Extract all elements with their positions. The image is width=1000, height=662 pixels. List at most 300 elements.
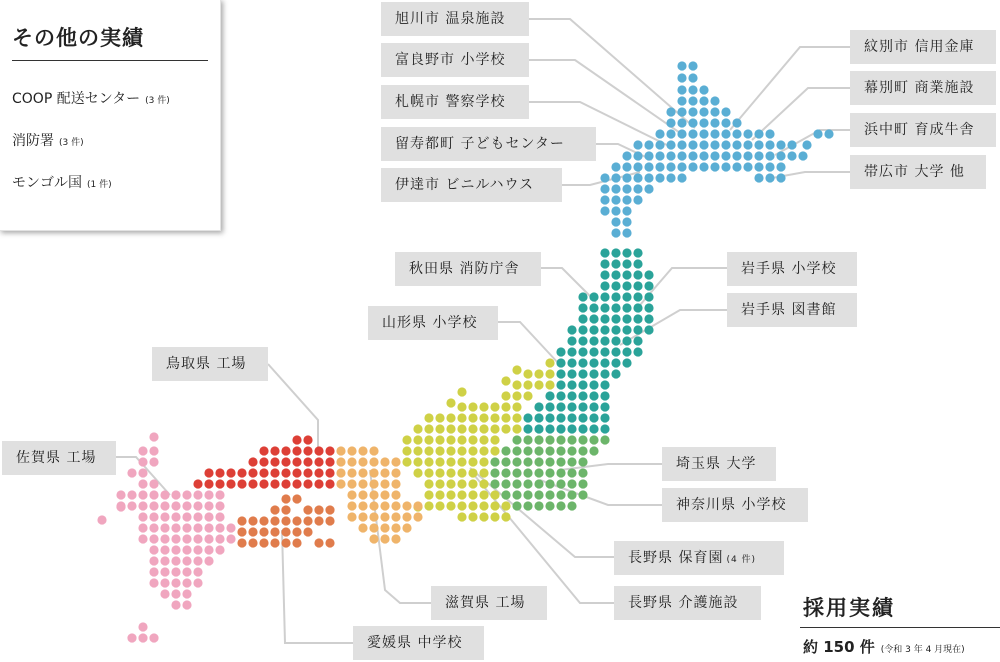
map-dot <box>347 490 356 499</box>
map-dot <box>534 446 543 455</box>
map-dot <box>424 457 433 466</box>
map-dot <box>270 505 279 514</box>
map-dot <box>699 107 708 116</box>
label-monbetsu: 紋別市 信用金庫 <box>850 30 996 64</box>
map-dot <box>622 358 631 367</box>
map-dot <box>600 206 609 215</box>
map-dot <box>545 391 554 400</box>
map-dot <box>380 512 389 521</box>
map-dot <box>622 292 631 301</box>
map-dot <box>149 556 158 565</box>
map-dot <box>479 402 488 411</box>
map-dot <box>204 479 213 488</box>
map-dot <box>611 347 620 356</box>
map-dot <box>556 347 565 356</box>
map-dot <box>193 556 202 565</box>
map-dot <box>303 479 312 488</box>
label-furano: 富良野市 小学校 <box>381 43 529 77</box>
map-dot <box>193 501 202 510</box>
map-dot <box>402 512 411 521</box>
map-dot <box>534 457 543 466</box>
map-dot <box>446 413 455 422</box>
map-dot <box>732 162 741 171</box>
map-dot <box>600 358 609 367</box>
map-dot <box>765 129 774 138</box>
map-dot <box>226 534 235 543</box>
map-dot <box>688 61 697 70</box>
map-dot <box>567 457 576 466</box>
map-dot <box>567 435 576 444</box>
map-dot <box>567 358 576 367</box>
label-saga: 佐賀県 工場 <box>2 441 116 475</box>
map-dot <box>369 468 378 477</box>
map-dot <box>567 468 576 477</box>
map-dot <box>545 468 554 477</box>
map-dot <box>567 446 576 455</box>
map-dot <box>281 446 290 455</box>
map-dot <box>138 534 147 543</box>
map-dot <box>358 468 367 477</box>
map-dot <box>633 270 642 279</box>
map-dot <box>138 457 147 466</box>
map-dot <box>523 490 532 499</box>
map-dot <box>534 413 543 422</box>
summary-divider <box>800 627 1000 628</box>
map-dot <box>600 325 609 334</box>
label-saitama: 埼玉県 大学 <box>662 447 776 481</box>
map-dot <box>314 538 323 547</box>
map-dot <box>644 151 653 160</box>
map-dot <box>457 446 466 455</box>
map-dot <box>556 380 565 389</box>
map-dot <box>677 118 686 127</box>
other-results-legend <box>0 0 221 231</box>
map-dot <box>578 292 587 301</box>
map-dot <box>578 435 587 444</box>
map-dot <box>578 446 587 455</box>
map-dot <box>171 534 180 543</box>
map-dot <box>490 501 499 510</box>
map-dot <box>215 501 224 510</box>
map-dot <box>391 534 400 543</box>
map-dot <box>314 479 323 488</box>
map-dot <box>611 162 620 171</box>
map-dot <box>424 468 433 477</box>
map-dot <box>413 501 422 510</box>
map-dot <box>578 424 587 433</box>
map-dot <box>688 151 697 160</box>
map-dot <box>743 151 752 160</box>
map-dot <box>380 468 389 477</box>
legend-item-count: (3 件) <box>59 138 84 148</box>
map-dot <box>677 151 686 160</box>
map-dot <box>611 259 620 268</box>
map-dot <box>479 435 488 444</box>
legend-title: その他の実績 <box>12 26 144 50</box>
map-dot <box>369 490 378 499</box>
map-dot <box>160 567 169 576</box>
map-dot <box>600 402 609 411</box>
map-dot <box>611 336 620 345</box>
map-dot <box>622 151 631 160</box>
map-dot <box>545 479 554 488</box>
map-dot <box>666 118 675 127</box>
map-dot <box>523 457 532 466</box>
map-dot <box>116 502 125 511</box>
map-dot <box>622 248 631 257</box>
map-dot <box>501 413 510 422</box>
map-dot <box>523 424 532 433</box>
map-dot <box>677 61 686 70</box>
map-dot <box>325 505 334 514</box>
map-dot <box>204 468 213 477</box>
map-dot <box>633 347 642 356</box>
map-dot <box>589 446 598 455</box>
map-dot <box>611 369 620 378</box>
label-iwate-library: 岩手県 図書館 <box>727 293 857 327</box>
map-dot <box>226 479 235 488</box>
map-dot <box>182 512 191 521</box>
map-dot <box>193 567 202 576</box>
map-dot <box>600 292 609 301</box>
map-dot <box>446 479 455 488</box>
map-dot <box>468 457 477 466</box>
map-dot <box>149 457 158 466</box>
map-dot <box>182 578 191 587</box>
map-dot <box>171 578 180 587</box>
map-dot <box>589 402 598 411</box>
map-dot <box>149 633 158 642</box>
map-dot <box>545 446 554 455</box>
map-dot <box>589 347 598 356</box>
map-dot <box>204 490 213 499</box>
legend-item-count: (3 件) <box>145 96 170 106</box>
map-dot <box>677 140 686 149</box>
map-dot <box>97 515 106 524</box>
map-dot <box>457 512 466 521</box>
map-dot <box>633 259 642 268</box>
map-dot <box>292 446 301 455</box>
map-dot <box>468 468 477 477</box>
map-dot <box>281 538 290 547</box>
legend-item-coop <box>12 88 170 108</box>
map-dot <box>149 501 158 510</box>
map-dot <box>721 151 730 160</box>
map-dot <box>193 545 202 554</box>
map-dot <box>149 479 158 488</box>
map-dot <box>369 512 378 521</box>
map-dot <box>622 206 631 215</box>
map-dot <box>666 151 675 160</box>
label-date: 伊達市 ビニルハウス <box>381 168 562 202</box>
map-dot <box>204 545 213 554</box>
label-yamagata: 山形県 小学校 <box>368 306 498 340</box>
map-dot <box>677 73 686 82</box>
map-dot <box>754 140 763 149</box>
map-dot <box>171 501 180 510</box>
map-dot <box>204 534 213 543</box>
map-dot <box>556 457 565 466</box>
map-dot <box>347 501 356 510</box>
map-dot <box>512 402 521 411</box>
map-dot <box>380 534 389 543</box>
map-dot <box>193 512 202 521</box>
map-dot <box>787 151 796 160</box>
map-dot <box>358 490 367 499</box>
map-dot <box>501 479 510 488</box>
leader-line <box>470 470 614 603</box>
label-makubetsu: 幕別町 商業施設 <box>850 71 996 105</box>
map-dot <box>622 314 631 323</box>
map-dot <box>578 479 587 488</box>
map-dot <box>402 435 411 444</box>
map-dot <box>446 424 455 433</box>
map-dot <box>655 140 664 149</box>
map-dot <box>138 490 147 499</box>
map-dot <box>127 501 136 510</box>
map-dot <box>457 413 466 422</box>
map-dot <box>578 490 587 499</box>
map-dot <box>292 457 301 466</box>
map-dot <box>138 479 147 488</box>
map-dot <box>523 468 532 477</box>
label-nagano-nursery <box>614 541 784 575</box>
map-dot <box>468 413 477 422</box>
map-dot <box>622 195 631 204</box>
map-dot <box>545 402 554 411</box>
map-dot <box>611 184 620 193</box>
map-dot <box>380 457 389 466</box>
map-dot <box>622 325 631 334</box>
map-dot <box>666 107 675 116</box>
map-dot <box>589 325 598 334</box>
map-dot <box>446 398 455 407</box>
map-dot <box>776 162 785 171</box>
map-dot <box>182 534 191 543</box>
map-dot <box>468 479 477 488</box>
label-asahikawa: 旭川市 温泉施設 <box>381 2 529 36</box>
legend-item-mongolia <box>12 172 112 192</box>
map-dot <box>633 248 642 257</box>
map-dot <box>149 567 158 576</box>
map-dot <box>457 402 466 411</box>
label-ehime: 愛媛県 中学校 <box>353 626 484 660</box>
map-dot <box>589 413 598 422</box>
map-dot <box>369 446 378 455</box>
map-dot <box>490 446 499 455</box>
map-dot <box>688 118 697 127</box>
map-dot <box>600 248 609 257</box>
map-dot <box>567 402 576 411</box>
map-dot <box>204 556 213 565</box>
map-dot <box>655 129 664 138</box>
map-dot <box>391 490 400 499</box>
map-dot <box>336 468 345 477</box>
map-dot <box>127 490 136 499</box>
legend-item-name: モンゴル国 <box>12 175 82 191</box>
map-dot <box>501 512 510 521</box>
map-dot <box>479 457 488 466</box>
summary-count <box>803 636 965 657</box>
map-dot <box>754 162 763 171</box>
map-dot <box>765 173 774 182</box>
map-dot <box>622 184 631 193</box>
map-dot <box>633 314 642 323</box>
label-hamanaka: 浜中町 育成牛舎 <box>850 113 996 147</box>
map-dot <box>281 505 290 514</box>
summary-title: 採用実績 <box>803 596 895 620</box>
map-dot <box>490 424 499 433</box>
map-dot <box>292 538 301 547</box>
map-dot <box>622 228 631 237</box>
map-dot <box>523 391 532 400</box>
map-dot <box>468 490 477 499</box>
map-dot <box>468 402 477 411</box>
map-dot <box>380 523 389 532</box>
map-dot <box>567 413 576 422</box>
label-sapporo: 札幌市 警察学校 <box>381 85 529 119</box>
map-dot <box>644 303 653 312</box>
map-dot <box>281 527 290 536</box>
map-dot <box>776 173 785 182</box>
map-dot <box>688 73 697 82</box>
map-dot <box>171 523 180 532</box>
map-dot <box>347 446 356 455</box>
map-dot <box>314 468 323 477</box>
map-dot <box>182 589 191 598</box>
map-dot <box>688 129 697 138</box>
map-dot <box>248 457 257 466</box>
map-dot <box>589 336 598 345</box>
map-dot <box>391 512 400 521</box>
map-dot <box>347 468 356 477</box>
label-rusutsu: 留寿都町 子どもセンター <box>381 127 596 161</box>
map-dot <box>699 118 708 127</box>
map-dot <box>589 391 598 400</box>
map-dot <box>622 162 631 171</box>
map-dot <box>490 468 499 477</box>
map-dot <box>677 85 686 94</box>
map-dot <box>534 490 543 499</box>
map-dot <box>446 490 455 499</box>
map-dot <box>589 380 598 389</box>
map-dot <box>127 633 136 642</box>
map-dot <box>622 217 631 226</box>
map-dot <box>666 162 675 171</box>
map-dot <box>644 162 653 171</box>
map-dot <box>391 479 400 488</box>
map-dot <box>611 217 620 226</box>
summary-note: (令和 3 年 4 月現在) <box>880 645 965 655</box>
map-dot <box>567 325 576 334</box>
map-dot <box>578 369 587 378</box>
map-dot <box>424 435 433 444</box>
map-dot <box>435 457 444 466</box>
map-dot <box>600 391 609 400</box>
map-dot <box>193 490 202 499</box>
map-dot <box>699 129 708 138</box>
map-dot <box>743 140 752 149</box>
map-dot <box>600 424 609 433</box>
map-dot <box>710 151 719 160</box>
map-dot <box>171 589 180 598</box>
map-dot <box>171 600 180 609</box>
map-dot <box>259 479 268 488</box>
map-dot <box>182 523 191 532</box>
map-dot <box>512 435 521 444</box>
map-dot <box>303 435 312 444</box>
map-dot <box>171 556 180 565</box>
map-dot <box>611 195 620 204</box>
map-dot <box>292 527 301 536</box>
map-dot <box>358 446 367 455</box>
map-dot <box>512 457 521 466</box>
map-dot <box>776 140 785 149</box>
map-dot <box>149 432 158 441</box>
map-dot <box>534 501 543 510</box>
map-dot <box>556 501 565 510</box>
map-dot <box>490 490 499 499</box>
map-dot <box>699 140 708 149</box>
map-dot <box>149 534 158 543</box>
map-dot <box>138 512 147 521</box>
map-dot <box>578 402 587 411</box>
map-dot <box>611 228 620 237</box>
map-dot <box>358 523 367 532</box>
map-dot <box>556 424 565 433</box>
map-dot <box>281 494 290 503</box>
map-dot <box>490 457 499 466</box>
map-dot <box>644 173 653 182</box>
map-dot <box>589 314 598 323</box>
map-dot <box>589 369 598 378</box>
map-dot <box>325 516 334 525</box>
map-dot <box>182 567 191 576</box>
map-dot <box>710 129 719 138</box>
map-dot <box>534 479 543 488</box>
map-dot <box>501 468 510 477</box>
map-dot <box>556 479 565 488</box>
map-dot <box>556 391 565 400</box>
map-dot <box>424 413 433 422</box>
map-dot <box>699 162 708 171</box>
map-dot <box>193 523 202 532</box>
map-dot <box>303 457 312 466</box>
map-dot <box>259 457 268 466</box>
map-dot <box>512 424 521 433</box>
map-dot <box>754 151 763 160</box>
legend-item-name: COOP 配送センター <box>12 91 141 107</box>
map-dot <box>127 468 136 477</box>
map-dot <box>633 292 642 301</box>
map-dot <box>512 501 521 510</box>
map-dot <box>710 162 719 171</box>
map-dot <box>215 534 224 543</box>
map-dot <box>699 151 708 160</box>
map-dot <box>545 457 554 466</box>
map-dot <box>435 446 444 455</box>
map-dot <box>600 303 609 312</box>
map-dot <box>490 512 499 521</box>
map-dot <box>567 347 576 356</box>
legend-divider <box>12 60 208 61</box>
map-dot <box>292 516 301 525</box>
map-dot <box>259 527 268 536</box>
map-dot <box>501 501 510 510</box>
map-dot <box>457 387 466 396</box>
map-dot <box>600 281 609 290</box>
map-dot <box>215 479 224 488</box>
